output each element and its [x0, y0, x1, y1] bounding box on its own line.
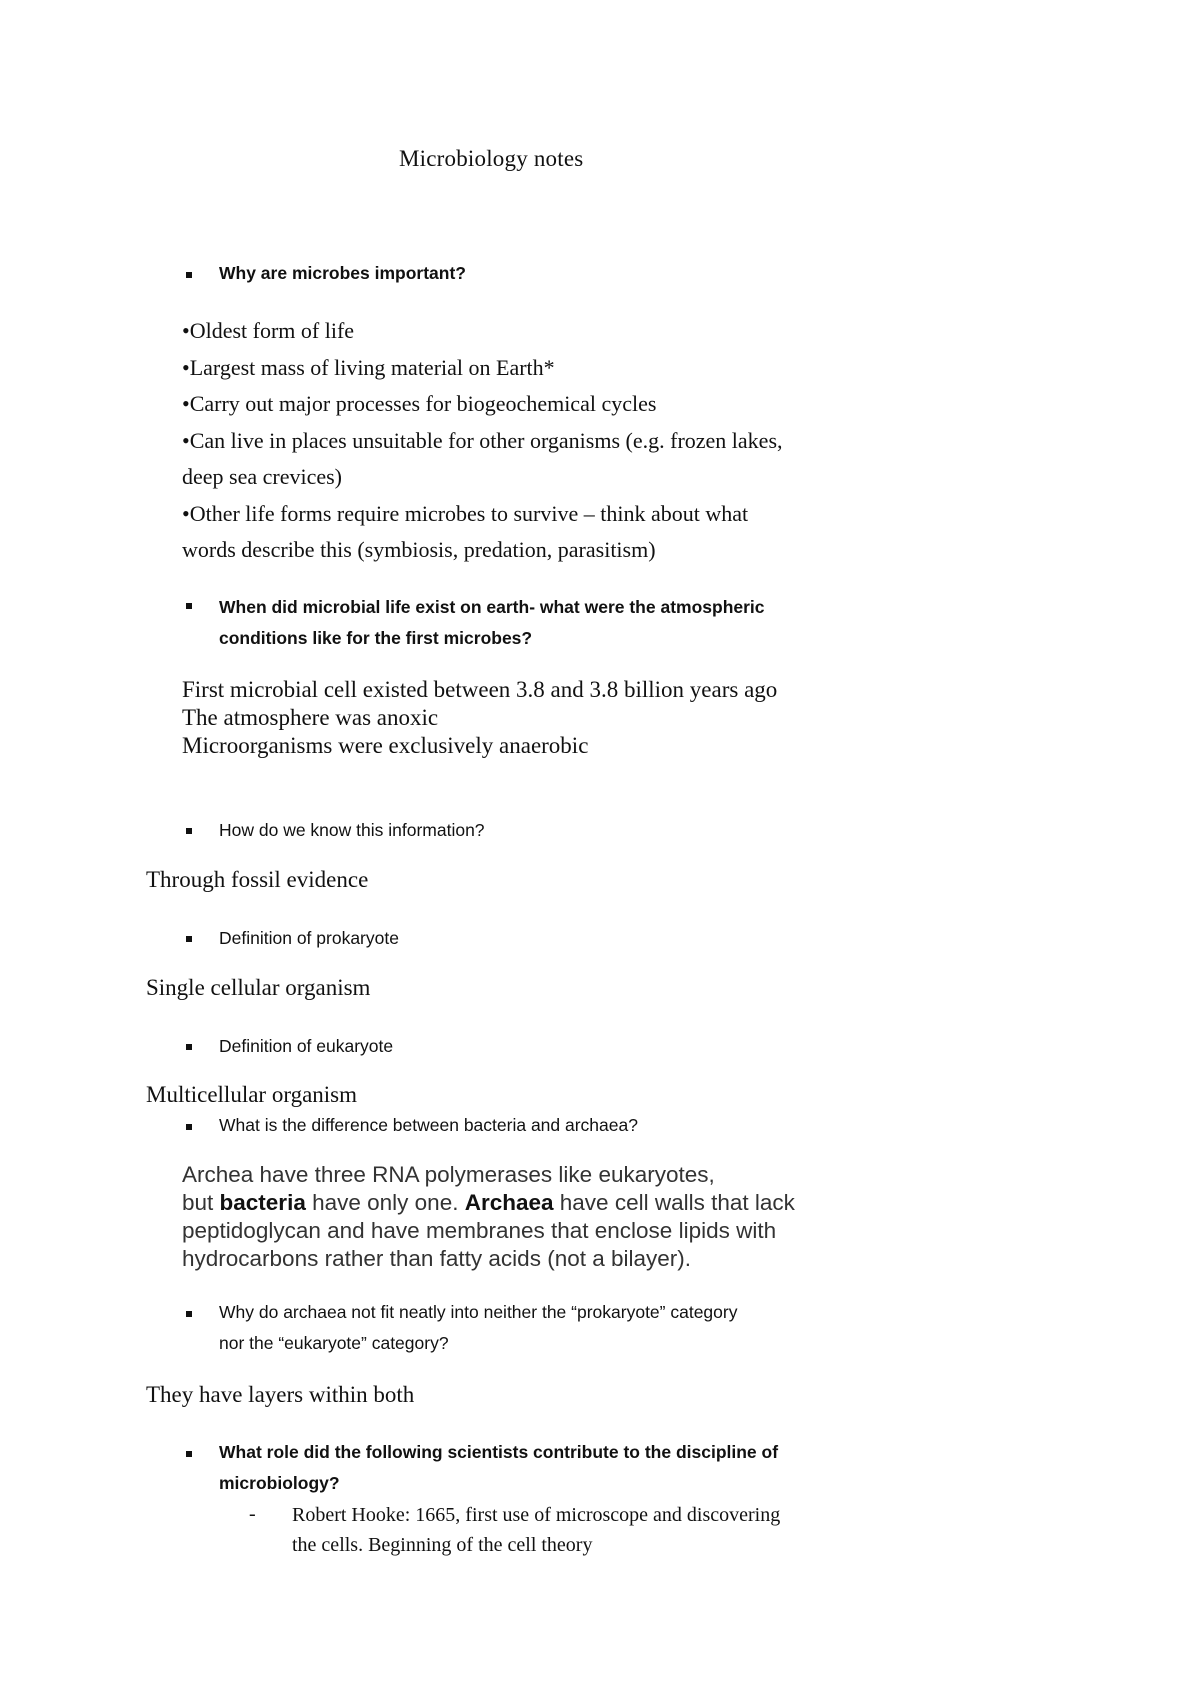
- answer-line: •Can live in places unsuitable for other organisms (e.g. frozen lakes,: [182, 427, 783, 453]
- text-run: have cell walls that lack: [553, 1190, 795, 1215]
- answer-text: [182, 676, 777, 760]
- bullet-square: [186, 1044, 192, 1050]
- answer-text: Single cellular organism: [146, 975, 371, 1000]
- answer-line: hydrocarbons rather than fatty acids (not a bilayer).: [182, 1246, 692, 1271]
- question-heading: [219, 1437, 778, 1499]
- answer-line: •Other life forms require microbes to survive – think about what: [182, 500, 749, 526]
- question-heading: [219, 1297, 737, 1359]
- answer-line: peptidoglycan and have membranes that enclose lipids with: [182, 1218, 777, 1243]
- bullet-square: [186, 1451, 192, 1457]
- bullet-square: [186, 1124, 192, 1130]
- answer-text: Through fossil evidence: [146, 867, 369, 892]
- question-heading: Definition of eukaryote: [219, 1036, 394, 1056]
- question-line: microbiology?: [219, 1473, 340, 1493]
- bullet-square: [186, 936, 192, 942]
- question-line: What role did the following scientists contribute to the discipline of: [219, 1442, 779, 1462]
- question-heading: What is the difference between bacteria and archaea?: [219, 1115, 638, 1135]
- question-heading: Why are microbes important?: [219, 263, 466, 283]
- question-heading: [219, 592, 765, 654]
- answer-line: words describe this (symbiosis, predation, parasitism): [182, 537, 656, 562]
- answer-line: [182, 1189, 795, 1217]
- question-heading: How do we know this information?: [219, 820, 485, 840]
- bold-term: Archaea: [464, 1190, 554, 1215]
- answer-line: First microbial cell existed between 3.8 and 3.8 billion years ago: [182, 677, 778, 702]
- sub-item-line: the cells. Beginning of the cell theory: [292, 1534, 593, 1556]
- text-run: have only one.: [305, 1190, 465, 1215]
- bullet-square: [186, 272, 192, 278]
- bullet-square: [186, 828, 192, 834]
- question-line: Why do archaea not fit neatly into neither the “prokaryote” category: [219, 1302, 738, 1322]
- answer-line: •Carry out major processes for biogeochemical cycles: [182, 391, 657, 416]
- answer-line: Microorganisms were exclusively anaerobic: [182, 733, 589, 758]
- bold-term: bacteria: [219, 1190, 306, 1215]
- question-line: When did microbial life exist on earth- what were the atmospheric: [219, 597, 765, 617]
- answer-text: Multicellular organism: [146, 1082, 358, 1107]
- bullet-square: [186, 603, 192, 609]
- question-heading: Definition of prokaryote: [219, 928, 399, 948]
- text-run: but: [182, 1190, 220, 1215]
- question-line: nor the “eukaryote” category?: [219, 1333, 449, 1353]
- answer-text: [182, 1161, 795, 1273]
- answer-line: Archea have three RNA polymerases like eukaryotes,: [182, 1162, 715, 1187]
- page-title: Microbiology notes: [399, 146, 584, 171]
- dash-bullet: -: [249, 1503, 256, 1525]
- answer-line: •Largest mass of living material on Earth*: [182, 354, 555, 380]
- answer-line: The atmosphere was anoxic: [182, 705, 439, 730]
- answer-line: deep sea crevices): [182, 464, 343, 489]
- answer-text: They have layers within both: [146, 1382, 415, 1407]
- sub-item: [292, 1500, 780, 1560]
- answer-text: [182, 313, 783, 569]
- sub-item-line: Robert Hooke: 1665, first use of microscope and discovering: [292, 1504, 781, 1526]
- answer-line: •Oldest form of life: [182, 318, 355, 343]
- question-line: conditions like for the first microbes?: [219, 628, 533, 648]
- bullet-square: [186, 1311, 192, 1317]
